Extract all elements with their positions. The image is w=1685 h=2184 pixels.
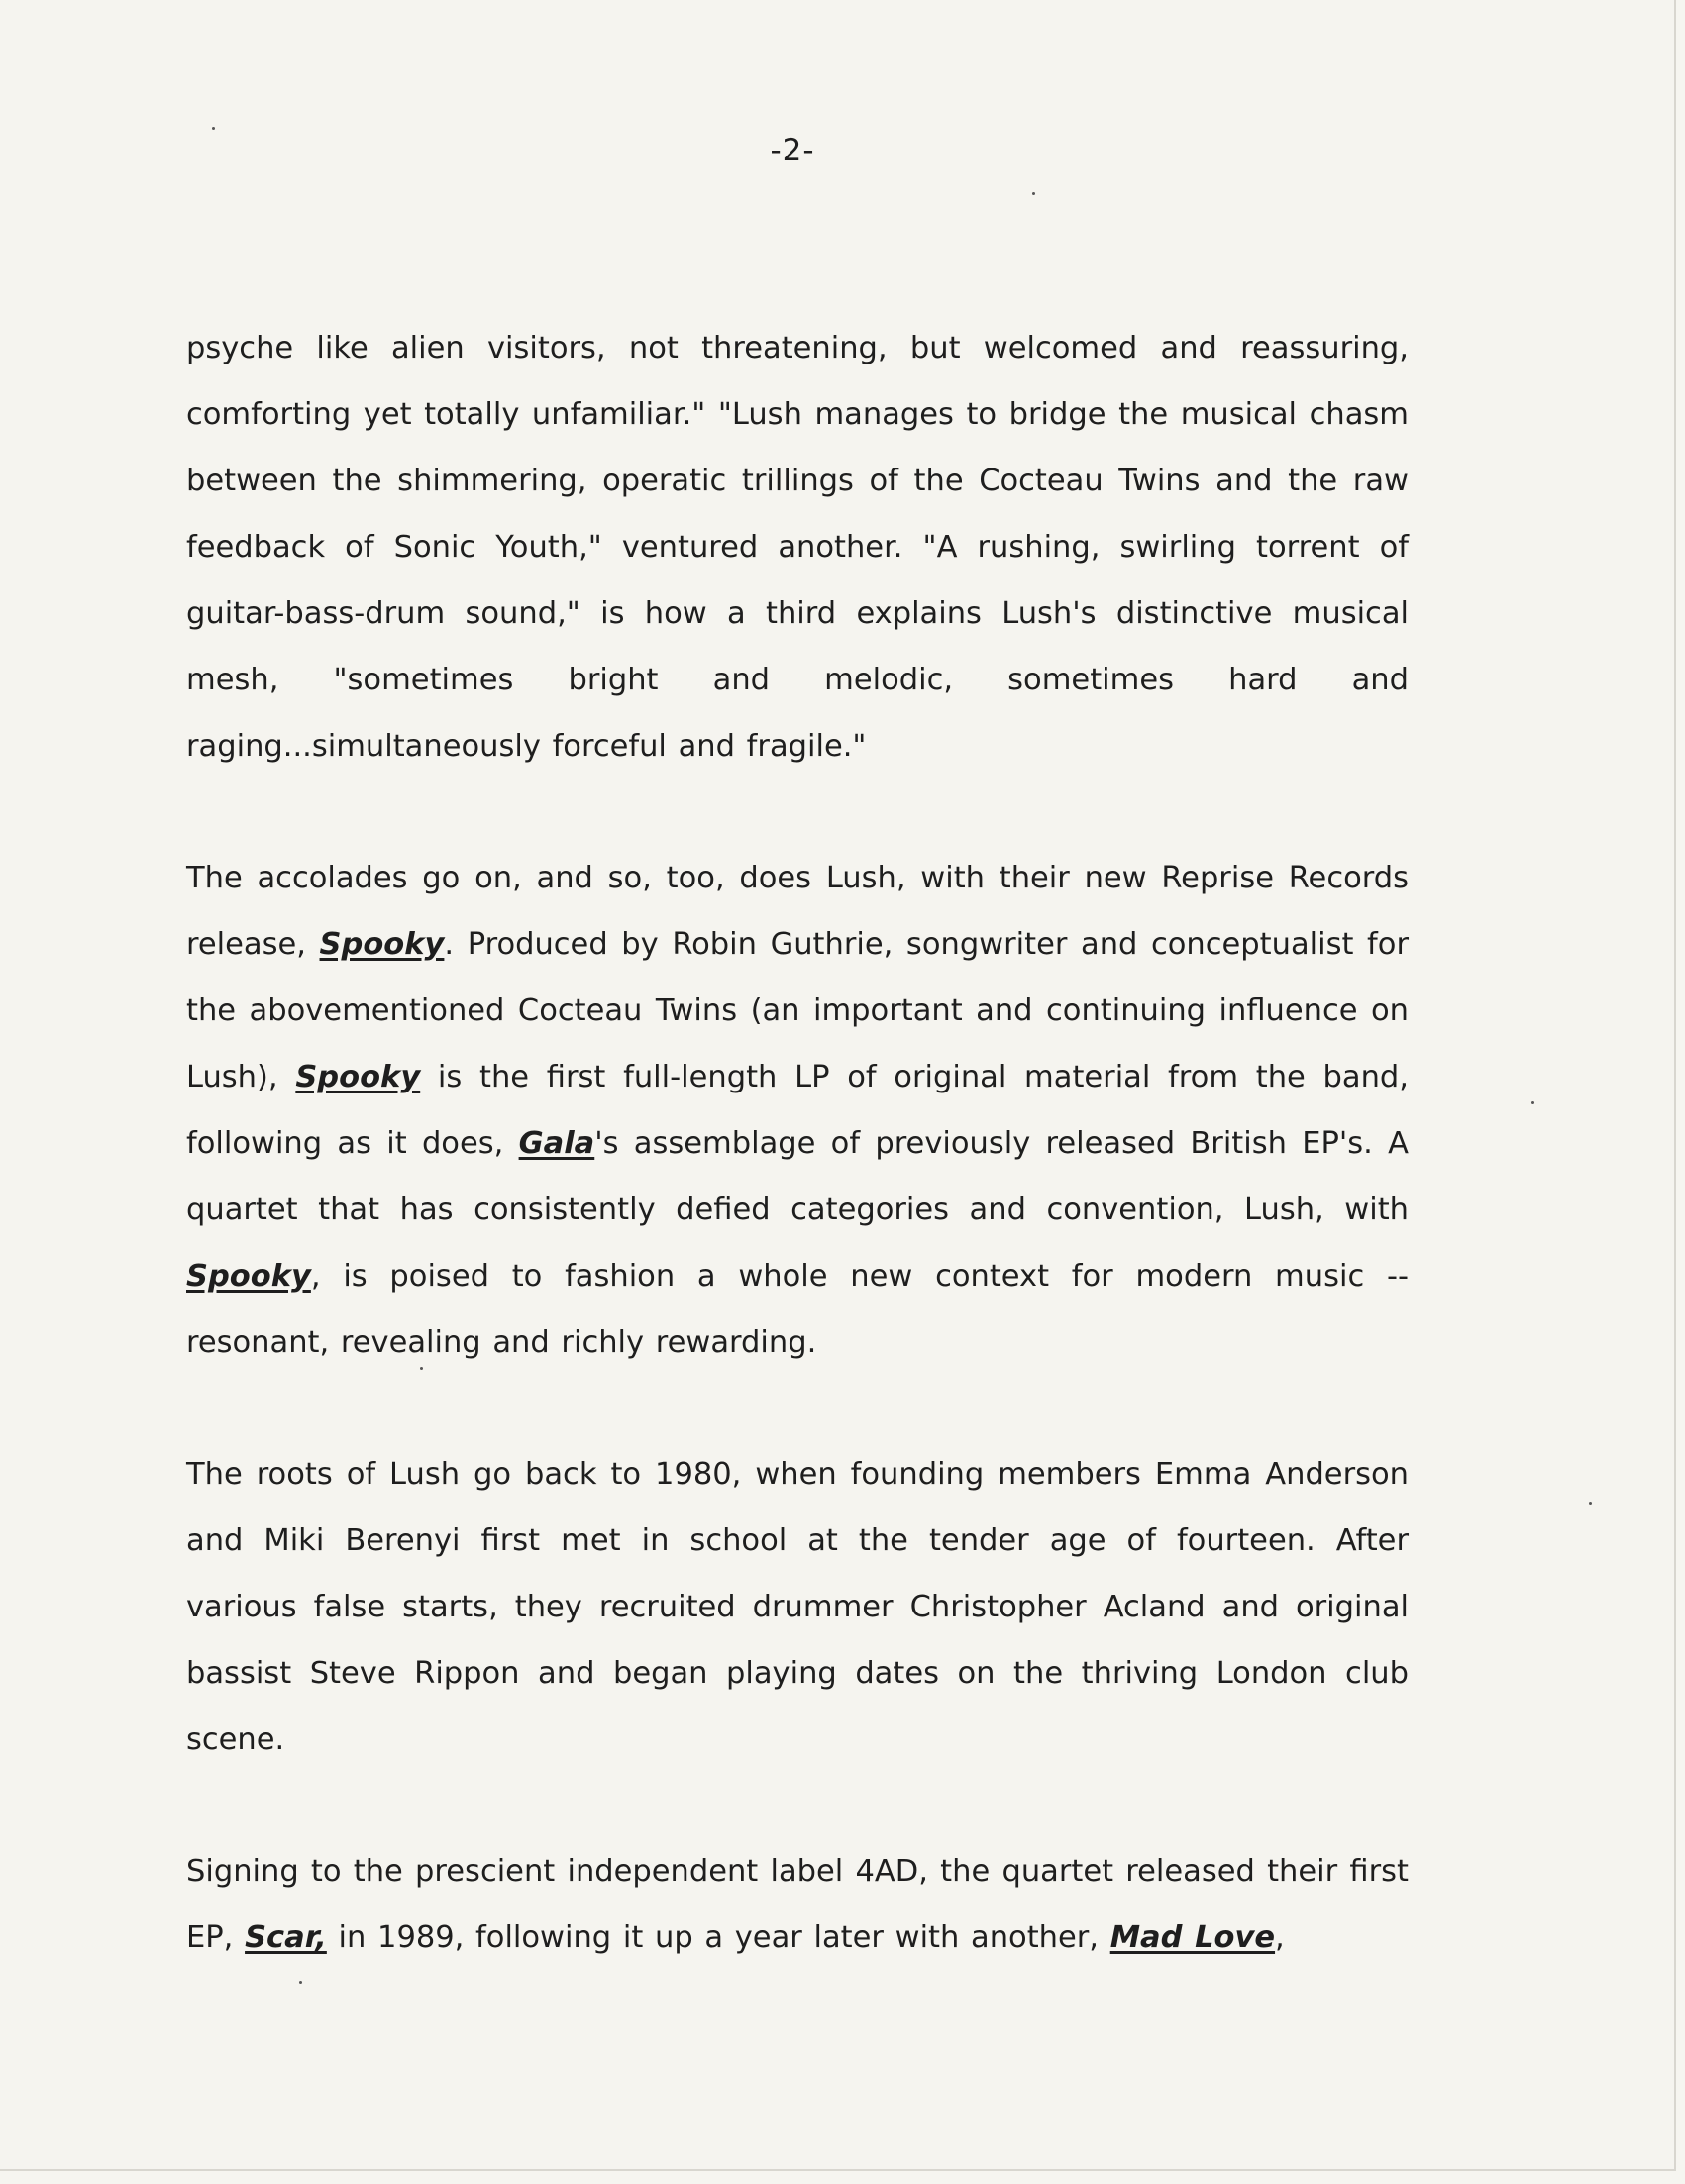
paragraph-4-text-3: , bbox=[1275, 1921, 1285, 1955]
ep-title-scar: Scar, bbox=[245, 1921, 327, 1955]
paragraph-3: The roots of Lush go back to 1980, when founding members Emma Anderson and Miki Berenyi first met in school at the tender age of fourteen. After various false starts, they recruited drummer Christopher Acland and original bassist Steve Rippon and began playing dates on the thriving London club scene. bbox=[186, 1457, 1409, 1757]
paragraph-4-text-1: Signing to the prescient independent label 4AD, the quartet released their first EP, bbox=[186, 1854, 1409, 1955]
paragraph-1: psyche like alien visitors, not threatening, but welcomed and reassuring, comforting yet totally unfamiliar." "Lush manages to bridge the musical chasm between the shimmering, operatic trillings of the Cocteau Twins and the raw feedback of Sonic Youth," ventured another. "A rushing, swirling torrent of guitar-bass-drum sound," is how a third explains Lush's distinctive musical mesh, "sometimes bright and melodic, sometimes hard and raging...simultaneously forceful and fragile." bbox=[186, 331, 1409, 764]
paper-speck bbox=[299, 1981, 302, 1984]
paragraph-4 bbox=[186, 1838, 1409, 1971]
body-text bbox=[186, 315, 1409, 2036]
paragraph-2-text-1: The accolades go on, and so, too, does Lush, with their new Reprise Records release, bbox=[186, 861, 1409, 962]
album-title-gala: Gala bbox=[518, 1126, 595, 1161]
paragraph-2-text-5: , is poised to fashion a whole new context for modern music -- resonant, revealing and richly rewarding. bbox=[186, 1259, 1409, 1360]
album-title-spooky: Spooky bbox=[186, 1259, 311, 1294]
paper-speck bbox=[1531, 1101, 1534, 1104]
paper-speck bbox=[1032, 192, 1035, 195]
paper-speck bbox=[1589, 1502, 1592, 1505]
paragraph-4-text-2: in 1989, following it up a year later with another, bbox=[326, 1921, 1110, 1955]
album-title-spooky: Spooky bbox=[295, 1060, 421, 1094]
paragraph-2-text-3: is the first full-length LP of original material from the band, following as it does, bbox=[186, 1060, 1409, 1161]
album-title-spooky: Spooky bbox=[319, 927, 445, 962]
ep-title-mad-love: Mad Love bbox=[1109, 1921, 1276, 1955]
paper-speck bbox=[420, 1367, 423, 1370]
page-number: -2- bbox=[770, 133, 815, 168]
paper-speck bbox=[212, 127, 215, 130]
paragraph-2-text-2: . Produced by Robin Guthrie, songwriter and conceptualist for the abovementioned Cocteau Twins (an important and continuing influence on Lush), bbox=[186, 927, 1409, 1094]
paragraph-2-text-4: 's assemblage of previously released British EP's. A quartet that has consistently defied categories and convention, Lush, with bbox=[186, 1126, 1410, 1227]
paragraph-2 bbox=[186, 845, 1409, 1376]
